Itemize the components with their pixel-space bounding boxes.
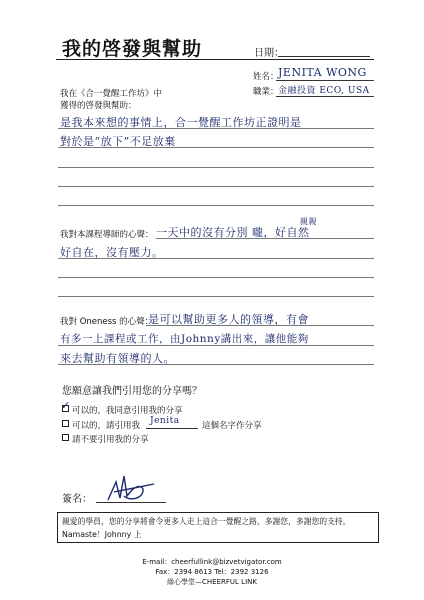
section2-rule1 bbox=[156, 238, 374, 239]
section1-answer-line1: 是我本來想的事情上，合一覺醒工作坊正證明是 bbox=[60, 116, 302, 129]
thanks-line2: Namaste！Johnny 上 bbox=[62, 530, 142, 539]
section2-rule4 bbox=[58, 296, 374, 297]
section3-label: 我對 Oneness 的心聲： bbox=[60, 317, 154, 327]
section1-label: 獲得的啓發與幫助： bbox=[60, 101, 137, 111]
consent-option1-label: 可以的，我同意引用我的分享 bbox=[72, 406, 183, 416]
contact-email: E-mail：cheerfullink@bizvetvigator.com bbox=[142, 558, 282, 566]
section2-rule3 bbox=[58, 277, 374, 278]
section3-answer-line3: 來去幫助有領導的人。 bbox=[60, 352, 175, 365]
consent-option2-label-before: 可以的，請引用我 bbox=[72, 421, 141, 431]
occupation-line bbox=[276, 96, 374, 97]
date-line bbox=[278, 56, 370, 57]
section3-rule3 bbox=[58, 364, 374, 365]
consent-question: 您願意讓我們引用您的分享嗎？ bbox=[62, 386, 202, 397]
section1-rule5 bbox=[58, 205, 374, 206]
section2-rule2 bbox=[58, 258, 374, 259]
name-value: JENITA WONG bbox=[278, 66, 367, 79]
section3-answer-line1: 是可以幫助更多人的領導，有會 bbox=[148, 313, 309, 326]
date-label: 日期： bbox=[254, 48, 284, 59]
section3-rule2 bbox=[58, 345, 374, 346]
consent-option3-checkbox[interactable] bbox=[62, 434, 69, 441]
section2-label: 我對本課程導師的心聲： bbox=[60, 230, 154, 240]
consent-option3-label: 請不要引用我的分享 bbox=[72, 435, 149, 445]
consent-option2-checkbox[interactable] bbox=[62, 420, 69, 427]
contact-org: 綠心學堂—CHEERFUL LINK bbox=[167, 578, 257, 586]
section1-rule3 bbox=[58, 167, 374, 168]
section2-answer-line2: 好自在，沒有壓力。 bbox=[60, 246, 164, 259]
section3-rule1 bbox=[146, 325, 374, 326]
thanks-line1: 親愛的學員，您的分享將會令更多人走上這合一覺醒之路，多謝您，多謝您的支持。 bbox=[62, 517, 351, 526]
section2-insert-note: 親親 bbox=[300, 217, 317, 226]
consent-option2-name-fill: Jenita bbox=[150, 416, 180, 426]
signature-label: 簽名： bbox=[62, 494, 92, 505]
contact-fax-tel: Fax：2394 8613 Tel：2392 3126 bbox=[155, 568, 269, 576]
check-mark-icon: ✓ bbox=[61, 399, 71, 412]
name-label: 姓名： bbox=[253, 72, 279, 82]
section1-rule2 bbox=[58, 147, 374, 148]
page-title: 我的啓發與幫助 bbox=[62, 38, 203, 60]
consent-name-line bbox=[146, 428, 198, 429]
section1-rule1 bbox=[58, 128, 374, 129]
section2-answer-line1: 一天中的沒有分別 嚨，好自然 bbox=[156, 226, 310, 239]
consent-option2-label-after: 這個名字作分享 bbox=[202, 421, 262, 431]
signature-scribble bbox=[102, 470, 160, 508]
section1-intro: 我在《合一覺醒工作坊》中 bbox=[60, 89, 163, 99]
name-line bbox=[276, 80, 374, 81]
section1-answer-line2: 對於是“放下”不足放棄 bbox=[60, 135, 176, 148]
occupation-value: 金融投資 ECO, USA bbox=[278, 86, 370, 96]
thanks-box bbox=[57, 512, 379, 543]
header-divider bbox=[56, 59, 374, 60]
occupation-label: 職業： bbox=[253, 87, 279, 97]
section1-rule4 bbox=[58, 186, 374, 187]
section3-answer-line2: 有多一上課程或工作，由Johnny講出來，讓他能夠 bbox=[60, 333, 309, 345]
